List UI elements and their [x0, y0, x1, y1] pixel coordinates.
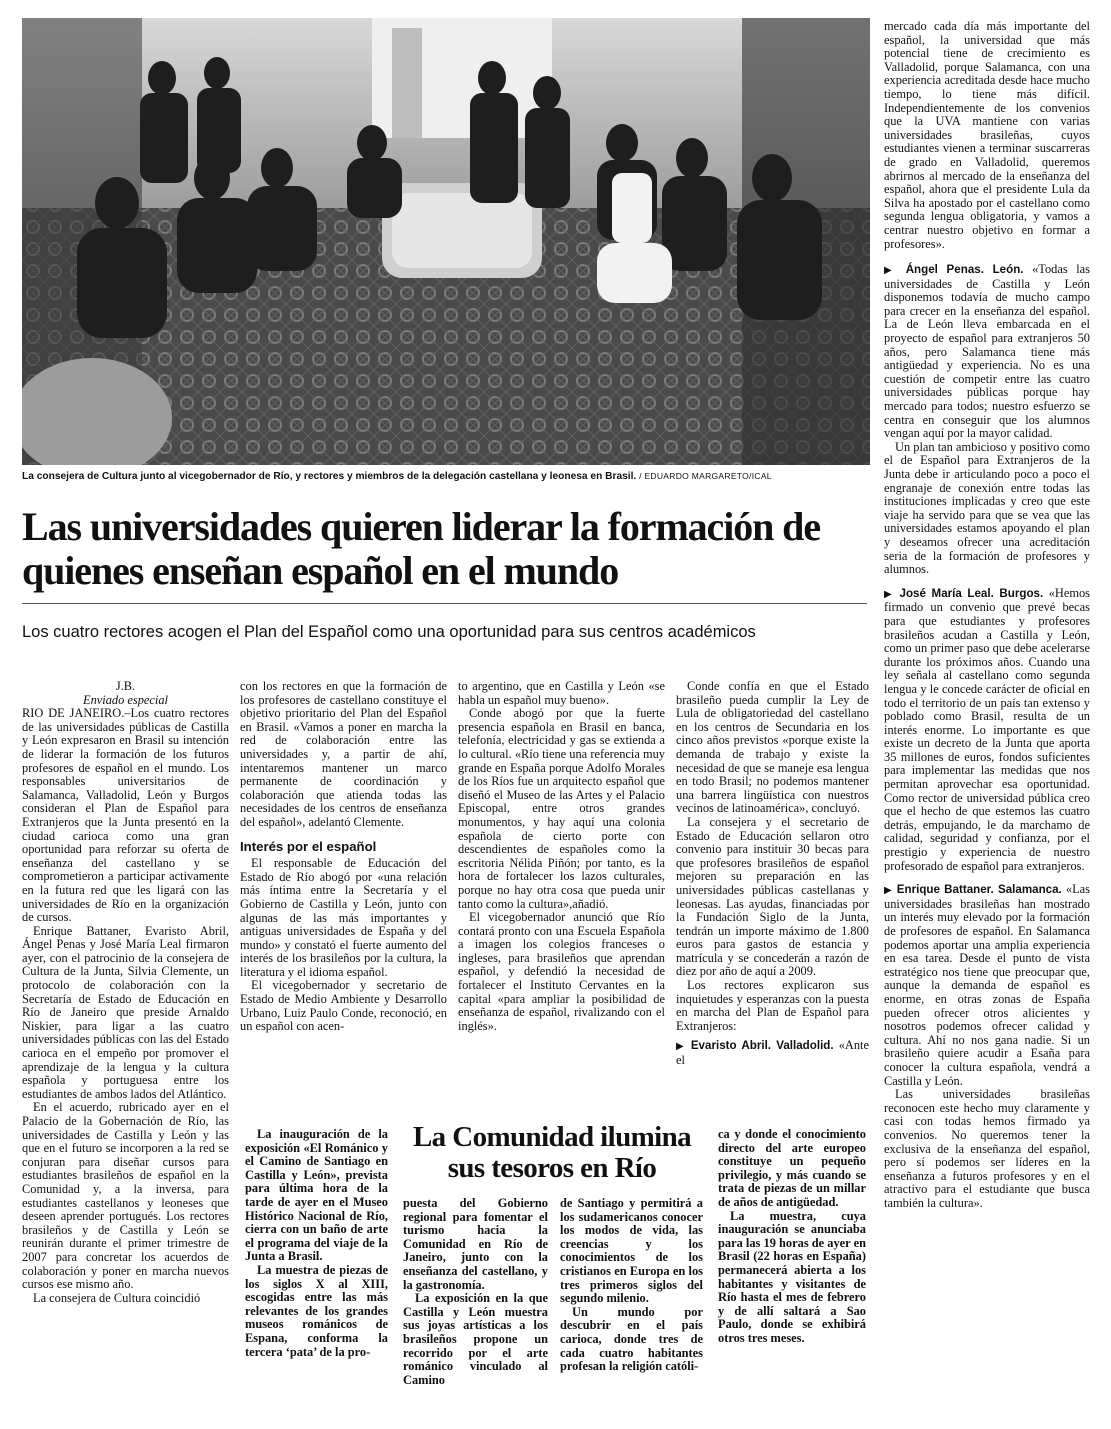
quote-speaker: José María Leal. Burgos. [899, 586, 1044, 600]
quote-block [884, 883, 1090, 1088]
paragraph: El responsable de Educación del Estado de Río abogó por «una relación más íntima entre la Secretaría y el Gobierno de Castilla y León, junto con algunas de las más importantes y antiguas universidades de España y del mundo» y constató el fuerte aumento del interés de los brasileños por la cultura, la literatura y el idioma español. [240, 856, 447, 979]
sidebar-column-4 [718, 1128, 866, 1413]
paragraph [22, 707, 229, 925]
article-column-4 [676, 680, 869, 1110]
caption-text: La consejera de Cultura junto al vicegobernador de Río, y rectores y miembros de la delegación castellana y leonesa en Brasil. [22, 471, 637, 482]
sidebar-column-1 [245, 1128, 388, 1413]
paragraph: El vicegobernador anunció que Río contará pronto con una Escuela Española a imagen los colegios franceses o ingleses, para brasileños que aprendan español, y defendió la necesidad de fortalecer el Instituto Cervantes en la capital «para ampliar la posibilidad de enseñanza de español, rivalizando con el inglés». [458, 910, 665, 1033]
triangle-bullet-icon: ▶ [884, 265, 898, 277]
photo-caption [22, 469, 870, 484]
paragraph: Los rectores explicaron sus inquietudes y esperanzas con la puesta en marcha del Plan de Español para Extranjeros: [676, 978, 869, 1033]
paragraph: El vicegobernador y secretario de Estado de Medio Ambiente y Desarrollo Urbano, Luiz Paulo Conde, reconoció, en un español con acen- [240, 978, 447, 1034]
paragraph: to argentino, que en Castilla y León «se habla un español muy bueno». [458, 679, 665, 707]
paragraph: Un plan tan ambicioso y positivo como el de Español para Extranjeros de la Junta debe ir articulando poco a poco el engranaje de conexión entre todas las instituciones implicadas y creo que este viaje ha servido para que se vea que las universidades estamos apoyando el plan y deseamos ofrecer una acreditación seria de la formación de profesores y alumnos. [884, 439, 1090, 577]
subheadline: Los cuatro rectores acogen el Plan del Español como una oportunidad para sus centros académicos [22, 623, 756, 641]
paragraph: Conde abogó por que la fuerte presencia española en Brasil en banca, telefonía, electricidad y gas se extienda a lo cultural. «Río tiene una referencia muy grande en España porque Adolfo Morales de los Ríos fue un arquitecto español que diseñó el Museo de las Artes y el Palacio Episcopal, entre otros grandes monumentos, y hay aquí una colonia española de cierto porte con descendientes de españoles como la escritoria Nélida Piñón; por tanto, es la hora de fortalecer los lazos culturales, porque no hay otra cosa que pueda unir tanto como la cultura»,añadió. [458, 706, 665, 911]
triangle-bullet-icon: ▶ [884, 885, 893, 897]
meeting-room-photo [22, 18, 870, 465]
quote-text: «Hemos firmado un convenio que prevé becas para que estudiantes y profesores brasileños acudan a Castilla y León, como un primer paso que debe acelerarse durante los próximos años. Cuando una ley señala al castellano como segunda lengua y le concede carácter de oficial en todo el territorio de un país tan extenso y poblado como Brasil, resulta de un interés enorme. Lo importante es que existe un decreto de la Junta que aporta 35 millones de euros, fondos suficientes para implementar las medidas que nos permitan aprovechar esa oportunidad. Como rector de universidad pública creo que el hecho de que estemos las cuatro detrás, empujando, le da marchamo de calidad, seguridad y confianza, por el prestigio y experiencia de nuestro profesorado de español para extranjeros. [884, 585, 1090, 873]
quote-block [884, 587, 1090, 873]
triangle-bullet-icon: ▶ [676, 1041, 686, 1053]
quote-block [884, 263, 1090, 441]
news-photo [22, 18, 870, 465]
paragraph: ca y donde el conocimiento directo del arte europeo constituye un pequeño privilegio, y más cuando se trata de piezas de un millar de años de antigüedad. [718, 1127, 866, 1209]
article-column-2 [240, 680, 447, 1110]
byline-role: Enviado especial [83, 692, 168, 707]
paragraph: de Santiago y permitirá a los sudamericanos conocer los modos de vida, las creencias y los conocimientos de los cristianos en Europa en los tres primeros siglos del segundo milenio. [560, 1196, 703, 1306]
quote-text: «Las universidades brasileñas han mostrado un interés muy elevado por la formación de profesores de español. En Salamanca podemos aportar una amplia experiencia en esa tarea. Desde el punto de vista estratégico nos tiene que preocupar que, aunque la demanda de español es enorme, en otras zonas de España pueden ofrecer otros alicientes y nosotros podemos ofrecer calidad y cultura. Ahí no nos gana nadie. Si un brasileño quiere acudir a Esaña para conocer la cultura española, vendrá a Castilla y León. [884, 882, 1090, 1088]
section-heading: Interés por el español [240, 838, 377, 854]
paragraph: La consejera y el secretario de Estado de Educación sellaron otro convenio para instituir 30 becas para que profesores brasileños de español mejoren su preparación en las universidades públicas castellanas y leonesas. Las ayudas, financiadas por la Fundación Siglo de la Junta, tendrán un importe máximo de 1.800 euros para gastos de estancia y matrícula y se concederán a razón de diez por año de aquí a 2009. [676, 814, 869, 979]
paragraph: Conde confía en que el Estado brasileño pueda cumplir la Ley de Lula de obligatoriedad del castellano en los centros de Secundaria en los cinco años previstos «porque existe la demanda de trabajo y existe la necesidad de que se maneje esa lengua en todo Brasil; no podemos mantener una barrera lingüística con nuestros vecinos de latinoamérica», concluyó. [676, 679, 869, 816]
paragraph: Enrique Battaner, Evaristo Abril, Ángel Penas y José María Leal firmaron ayer, con el patrocinio de la consejera de Cultura de la Junta, Silvia Clemente, un protocolo de colaboración con la Secretaría de Estado de Educación en Río de Janeiro que preside Arnaldo Niskier, para ligar a las cuatro universidades públicas con las del Estado carioca en el empeño por promover el aprendizaje de la lengua y la cultura española y portuguesa entre los estudiantes de ambos lados del Atlántico. [22, 923, 229, 1101]
paragraph: La inauguración de la exposición «El Románico y el Camino de Santiago en Castilla y León», prevista para última hora de la tarde de ayer en el Museo Histórico Nacional de Río, cierra con un baño de arte el programa del viaje de la Junta a Brasil. [245, 1127, 388, 1264]
headline: Las universidades quieren liderar la formación de quienes enseñan español en el mundo [22, 504, 820, 593]
paragraph: Un mundo por descubrir en el país carioca, donde tres de cada cuatro habitantes profesan la religión católi- [560, 1304, 703, 1374]
article-column-3 [458, 680, 665, 1110]
paragraph: mercado cada día más importante del español, la universidad que más potencial tiene de crecimiento es Valladolid, porque Salamanca, con una experiencia acreditada desde hace mucho tiempo, lo tiene más difícil. Independientemente de los convenios que la UVA mantiene con varias universidades brasileñas, cuyos estudiantes vienen a terminar suscarreras de grado en Valladolid, queremos abrirnos al mercado de la enseñanza del español, ahora que el presidente Lula da Silva ha apostado por el castellano como segunda lengua obligatoria, y vamos a centrar nuestro objetivo en formar a profesores». [884, 19, 1090, 251]
byline-author: J.B. [115, 679, 136, 693]
quote-speaker: Evaristo Abril. Valladolid. [690, 1039, 834, 1053]
quote-text: «Todas las universidades de Castilla y León disponemos todavía de mucho campo para crecer en la enseñanza del español. La de León lleva embarcada en el proyecto de español para extranjeros 50 años, pero Salamanca tiene más antigüedad y experiencia. No es una cuestión de competir entre las cuatro universidades públicas porque hay mercado para todos; nuestro esfuerzo se centra en conseguir que los alumnos vengan aquí por la mayor calidad. [884, 262, 1090, 441]
paragraph: En el acuerdo, rubricado ayer en el Palacio de la Gobernación de Río, las universidades de Castilla y León y las que en el futuro se incorporen a la red se conjuran para diseñar cursos para estudiantes brasileños de español en la Comunidad y, a la inversa, para estudiantes castellanos y leoneses que deseen aprender portugués. Los rectores brasileños y de Castilla y León se reunirán durante el primer trimestre de 2007 para concretar los acuerdos de colaboración y poner en marcha nuevos cursos ese mismo año. [22, 1100, 229, 1292]
triangle-bullet-icon: ▶ [884, 588, 895, 600]
paragraph: La exposición en la que Castilla y León muestra sus joyas artísticas a los brasileños propone un recorrido por el arte románico vinculado al Camino [403, 1291, 548, 1387]
article-column-right [884, 20, 1090, 1415]
quote-speaker: Ángel Penas. León. [905, 263, 1024, 277]
paragraph: La consejera de Cultura coincidió [33, 1290, 201, 1305]
paragraph: Las universidades brasileñas reconocen este hecho muy claramente y casi con todas hemos firmado ya convenios. No queremos tener la exclusiva de la enseñanza del español, pero sí podemos ser líderes en la enseñanza a futuros profesores y en el atractivo para el estudiante que busca también la cultura». [884, 1087, 1090, 1210]
quote-text: «Ante el [676, 1038, 869, 1068]
sidebar-column-2 [403, 1197, 548, 1412]
sidebar-column-3 [560, 1197, 703, 1412]
paragraph-text: Los cuatro rectores de las universidades públicas de Castilla y León expresaron en Brasil su intención de liderar la formación de los futuros profesores de español en el mundo. Los responsables universitarios de Salamanca, Valladolid, León y Burgos consideran el Plan de Español para Extranjeros que la Junta presentó en la ciudad carioca como una gran oportunidad para reforzar su oferta de enseñanza del castellano y se comprometieron a participar activamente en la futura red que les ligará con las universidades de Río en la organización de cursos. [22, 706, 229, 925]
divider [22, 603, 867, 604]
photo-credit: / EDUARDO MARGARETO/ICAL [639, 471, 772, 481]
paragraph: La muestra, cuya inauguración se anunciaba para las 19 horas de ayer en Brasil (22 horas en España) permanecerá abierta a los habitantes y visitantes de Río hasta el mes de febrero y de allí saltará a Sao Paulo, donde se exhibirá otros tres meses. [718, 1208, 866, 1345]
dateline: RIO DE JANEIRO.– [22, 706, 131, 721]
quote-intro [676, 1039, 869, 1067]
paragraph: con los rectores en que la formación de los profesores de castellano constituye el objetivo prioritario del Plan del Español en Brasil. «Vamos a poner en marcha la red de colaboración entre las universidades y, a partir de ahí, intentaremos mantener un marco permanente de coordinación y colaboración que atienda todas las necesidades de los centros de enseñanza del español», adelantó Clemente. [240, 679, 447, 829]
article-column-1 [22, 680, 229, 1410]
paragraph: La muestra de piezas de los siglos X al XIII, escogidas entre las más relevantes de los grandes museos románicos de Espana, conforma la tercera ‘pata’ de la pro- [245, 1262, 388, 1359]
quote-speaker: Enrique Battaner. Salamanca. [896, 883, 1062, 897]
sidebar-title: La Comunidad ilumina sus tesoros en Río [412, 1121, 692, 1184]
paragraph: puesta del Gobierno regional para fomentar el turismo hacia la Comunidad en Río de Janeiro, junto con la enseñanza del castellano, y la gastronomía. [403, 1196, 548, 1292]
